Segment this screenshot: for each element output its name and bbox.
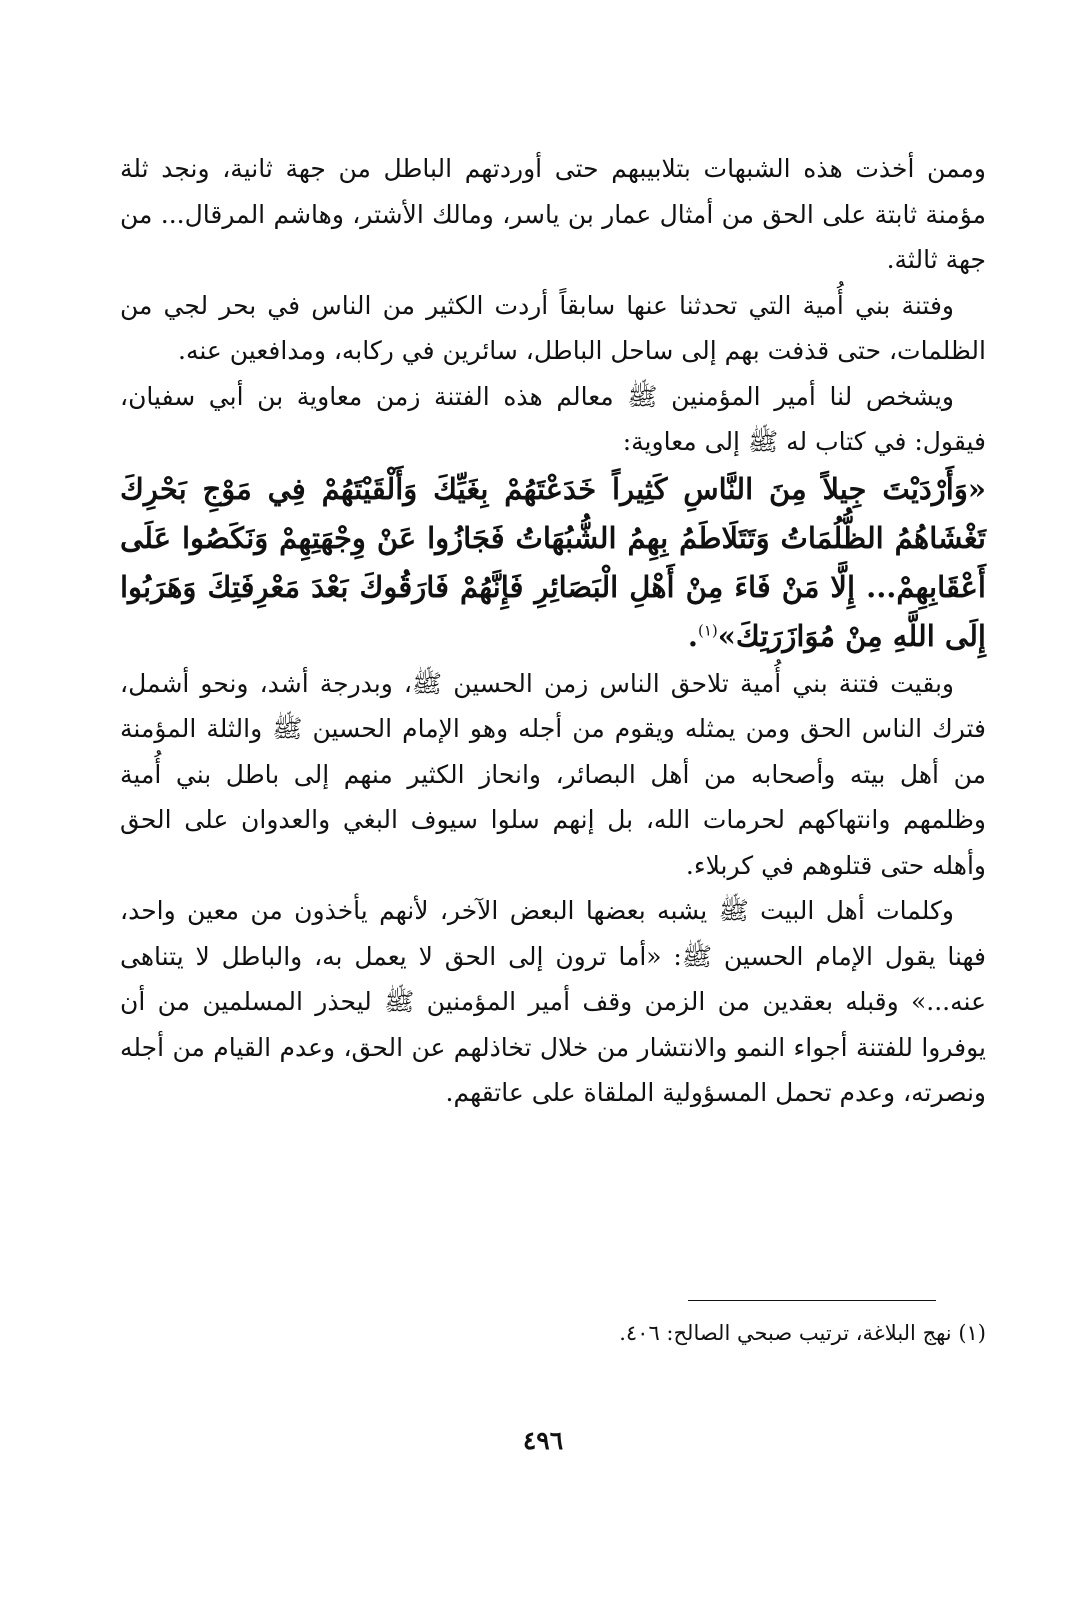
quote-end: . [687,618,698,653]
paragraph-3: ويشخص لنا أمير المؤمنين ﷺ معالم هذه الفتنة زمن معاوية بن أبي سفيان، فيقول: في كتاب له ﷺ إلى معاوية: [120,381,986,456]
main-text [120,146,986,1116]
paragraph-1: وممن أخذت هذه الشبهات بتلابيبهم حتى أوردتهم الباطل من جهة ثانية، ونجد ثلة مؤمنة ثابتة على الحق من أمثال عمار بن ياسر، ومالك الأشتر، وهاشم المرقال... من جهة ثالثة. [120,154,986,274]
paragraph-5: وكلمات أهل البيت ﷺ يشبه بعضها البعض الآخر، لأنهم يأخذون من معين واحد، فهنا يقول الإمام الحسين ﷺ: «أما ترون إلى الحق لا يعمل به، والباطل لا يتناهى عنه...» وقبله بعقدين من الزمن وقف أمير المؤمنين ﷺ ليحذر المسلمين من أن يوفروا للفتنة أجواء النمو والانتشار من خلال تخاذلهم عن الحق، وعدم القيام من أجله ونصرته، وعدم تحمل المسؤولية الملقاة على عاتقهم. [120,896,986,1107]
quote-text: «وَأَرْدَيْتَ جِيلاً مِنَ النَّاسِ كَثِيراً خَدَعْتَهُمْ بِغَيِّكَ وَأَلْقَيْتَهُمْ فِي مَوْجِ بَحْرِكَ تَغْشَاهُمُ الظُّلُمَاتُ وَتَتَلَاطَمُ بِهِمُ الشُّبُهَاتُ فَجَازُوا عَنْ وِجْهَتِهِمْ وَنَكَصُوا عَلَى أَعْقَابِهِمْ... إِلَّا مَنْ فَاءَ مِنْ أَهْلِ الْبَصَائِرِ فَإِنَّهُمْ فَارَقُوكَ بَعْدَ مَعْرِفَتِكَ وَهَرَبُوا إِلَى اللَّهِ مِنْ مُوَازَرَتِكَ» [120,471,986,653]
quoted-passage [120,465,986,661]
footnote-separator [688,1300,936,1301]
paragraph-2: وفتنة بني أُمية التي تحدثنا عنها سابقاً أردت الكثير من الناس في بحر لجي من الظلمات، حتى قذفت بهم إلى ساحل الباطل، سائرين في ركابه، ومدافعين عنه. [120,290,986,365]
footnote: (١) نهج البلاغة، ترتيب صبحي الصالح: ٤٠٦. [619,1321,986,1345]
footnote-reference: (١) [697,620,718,639]
paragraph-4: وبقيت فتنة بني أُمية تلاحق الناس زمن الحسين ﷺ، وبدرجة أشد، ونحو أشمل، فترك الناس الحق ومن يمثله ويقوم من أجله وهو الإمام الحسين ﷺ والثلة المؤمنة من أهل بيته وأصحابه من أهل البصائر، وانحاز الكثير منهم إلى باطل بني أُمية وظلمهم وانتهاكهم لحرمات الله، بل إنهم سلوا سيوف البغي والعدوان على الحق وأهله حتى قتلوهم في كربلاء. [120,668,986,880]
page-number: ٤٩٦ [522,1426,564,1455]
